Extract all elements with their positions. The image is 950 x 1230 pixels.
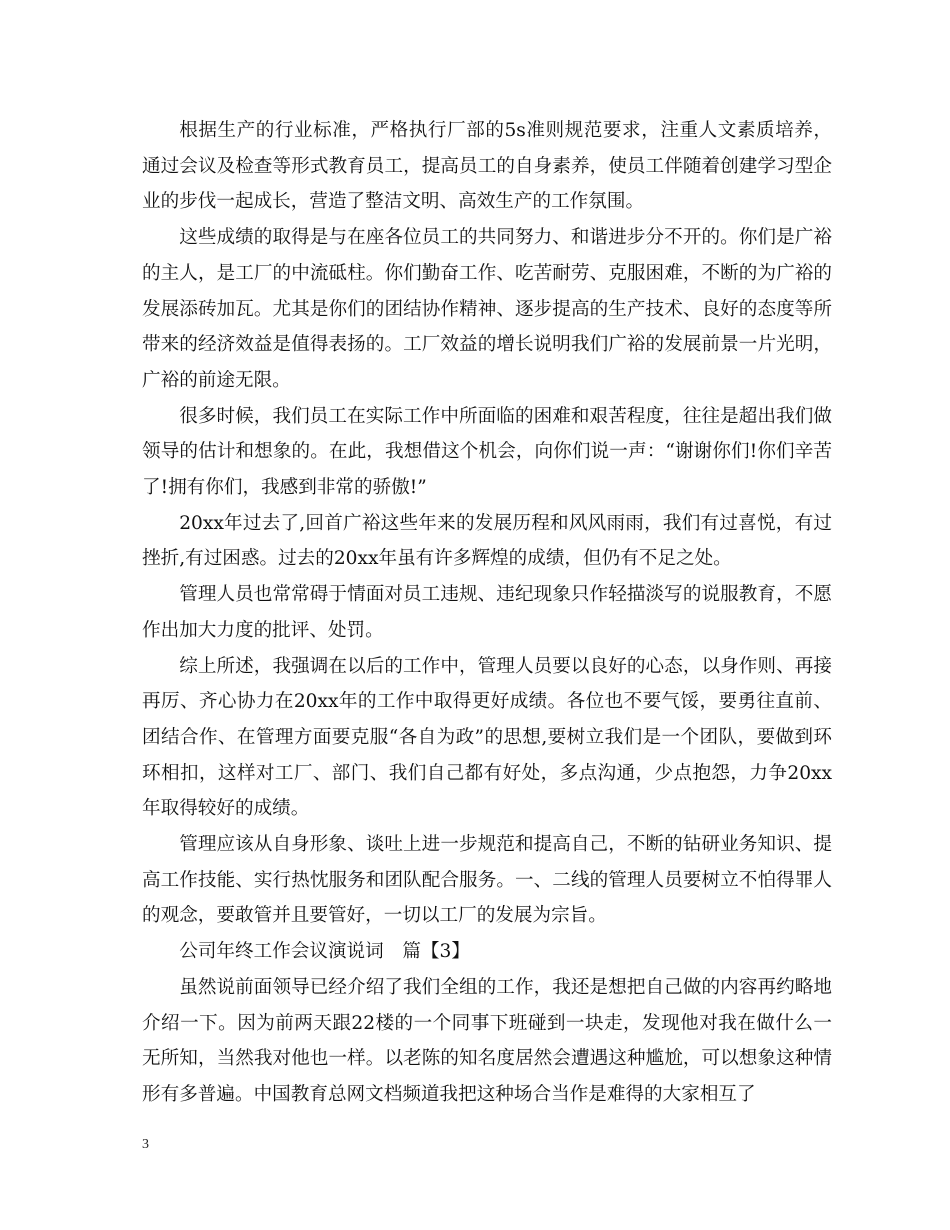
paragraph: 综上所述，我强调在以后的工作中，管理人员要以良好的心态，以身作则、再接再厉、齐心协力在20xx年的工作中取得更好成绩。各位也不要气馁，要勇往直前、团结合作、在管理方面要克服“各自为政”的思想,要树立我们是一个团队，要做到环环相扣，这样对工厂、部门、我们自己都有好处，多点沟通，少点抱怨，力争20xx年取得较好的成绩。 <box>142 655 832 820</box>
paragraph: 20xx年过去了,回首广裕这些年来的发展历程和风风雨雨，我们有过喜悦，有过挫折,有过困惑。过去的20xx年虽有许多辉煌的成绩，但仍有不足之处。 <box>142 512 832 570</box>
paragraph: 这些成绩的取得是与在座各位员工的共同努力、和谐进步分不开的。你们是广裕的主人，是工厂的中流砥柱。你们勤奋工作、吃苦耐劳、克服困难，不断的为广裕的发展添砖加瓦。尤其是你们的团结协作精神、逐步提高的生产技术、良好的态度等所带来的经济效益是值得表扬的。工厂效益的增长说明我们广裕的发展前景一片光明，广裕的前途无限。 <box>142 227 832 391</box>
paragraph: 虽然说前面领导已经介绍了我们全组的工作，我还是想把自己做的内容再约略地介绍一下。因为前两天跟22楼的一个同事下班碰到一块走，发现他对我在做什么一无所知，当然我对他也一样。以老陈的知名度居然会遭遇这种尴尬，可以想象这种情形有多普遍。中国教育总网文档频道我把这种场合当作是难得的大家相互了 <box>142 976 832 1105</box>
page-number: 3 <box>142 1137 149 1152</box>
paragraph: 管理应该从自身形象、谈吐上进一步规范和提高自己，不断的钻研业务知识、提高工作技能、实行热忱服务和团队配合服务。一、二线的管理人员要树立不怕得罪人的观念，要敢管并且要管好，一切以工厂的发展为宗旨。 <box>142 834 832 927</box>
document-body <box>142 113 832 1113</box>
paragraph: 很多时候，我们员工在实际工作中所面临的困难和艰苦程度，往往是超出我们做领导的估计和想象的。在此，我想借这个机会，向你们说一声：“谢谢你们!你们辛苦了!拥有你们，我感到非常的骄傲!” <box>142 405 832 499</box>
paragraph: 根据生产的行业标准，严格执行厂部的5s准则规范要求，注重人文素质培养，通过会议及检查等形式教育员工，提高员工的自身素养，使员工伴随着创建学习型企业的步伐一起成长，营造了整洁文明、高效生产的工作氛围。 <box>142 120 832 213</box>
paragraph: 管理人员也常常碍于情面对员工违规、违纪现象只作轻描淡写的说服教育，不愿作出加大力度的批评、处罚。 <box>142 584 832 641</box>
section-heading: 公司年终工作会议演说词 篇【3】 <box>179 941 470 963</box>
